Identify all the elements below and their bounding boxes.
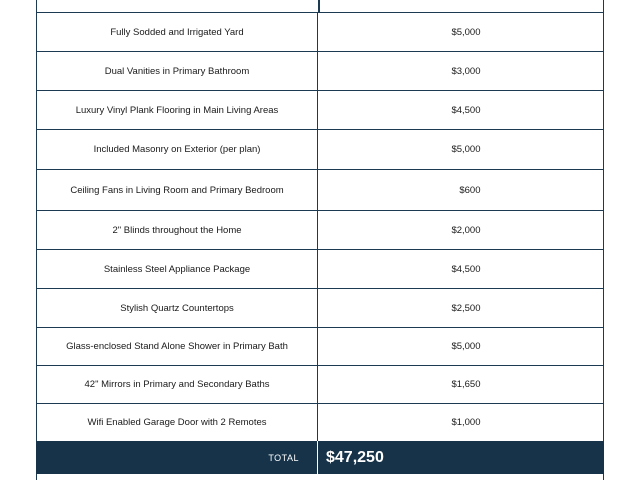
table-row xyxy=(36,129,604,169)
value-text: $5,000 xyxy=(451,144,481,155)
feature-cell: 42" Mirrors in Primary and Secondary Baths xyxy=(37,366,318,403)
value-cell xyxy=(318,289,603,327)
total-row xyxy=(36,441,604,474)
value-cell xyxy=(318,404,603,441)
value-cell xyxy=(318,250,603,288)
table-row xyxy=(36,12,604,51)
value-text: $5,000 xyxy=(451,341,481,352)
table-row xyxy=(36,51,604,90)
table-top-partial-row xyxy=(36,0,604,12)
value-text: $5,000 xyxy=(451,26,481,38)
table-row xyxy=(36,249,604,288)
value-cell xyxy=(318,211,603,249)
value-cell xyxy=(318,366,603,403)
table-row xyxy=(36,403,604,441)
table-row xyxy=(36,365,604,403)
feature-cell: Dual Vanities in Primary Bathroom xyxy=(37,52,318,90)
table-row xyxy=(36,210,604,249)
value-text: $4,500 xyxy=(451,104,481,116)
feature-cell: Stainless Steel Appliance Package xyxy=(37,250,318,288)
column-divider xyxy=(318,0,320,12)
feature-cell: Included Masonry on Exterior (per plan) xyxy=(37,130,318,169)
table-row xyxy=(36,327,604,365)
value-text: $2,000 xyxy=(451,224,481,236)
value-cell xyxy=(318,328,603,365)
table-row xyxy=(36,288,604,327)
feature-cell: Luxury Vinyl Plank Flooring in Main Living Areas xyxy=(37,91,318,129)
table-row xyxy=(36,169,604,210)
total-label: TOTAL xyxy=(36,441,318,474)
feature-cell: Wifi Enabled Garage Door with 2 Remotes xyxy=(37,404,318,441)
value-text: $2,500 xyxy=(451,302,481,314)
features-table xyxy=(36,12,604,441)
value-cell xyxy=(318,130,603,169)
feature-cell: Ceiling Fans in Living Room and Primary Bedroom xyxy=(37,170,318,210)
value-text: $1,650 xyxy=(451,379,481,390)
value-cell xyxy=(318,52,603,90)
feature-cell: Glass-enclosed Stand Alone Shower in Primary Bath xyxy=(37,328,318,365)
feature-cell: Stylish Quartz Countertops xyxy=(37,289,318,327)
value-cell xyxy=(318,13,603,51)
table-bottom-strip xyxy=(36,474,604,480)
value-cell xyxy=(318,170,603,210)
feature-cell: 2" Blinds throughout the Home xyxy=(37,211,318,249)
total-value: $47,250 xyxy=(326,448,384,466)
value-text: $1,000 xyxy=(451,417,481,428)
feature-cell: Fully Sodded and Irrigated Yard xyxy=(37,13,318,51)
value-text: $4,500 xyxy=(451,263,481,275)
value-cell xyxy=(318,91,603,129)
table-row xyxy=(36,90,604,129)
value-text: $3,000 xyxy=(451,65,481,77)
value-text: $600 xyxy=(459,184,481,196)
